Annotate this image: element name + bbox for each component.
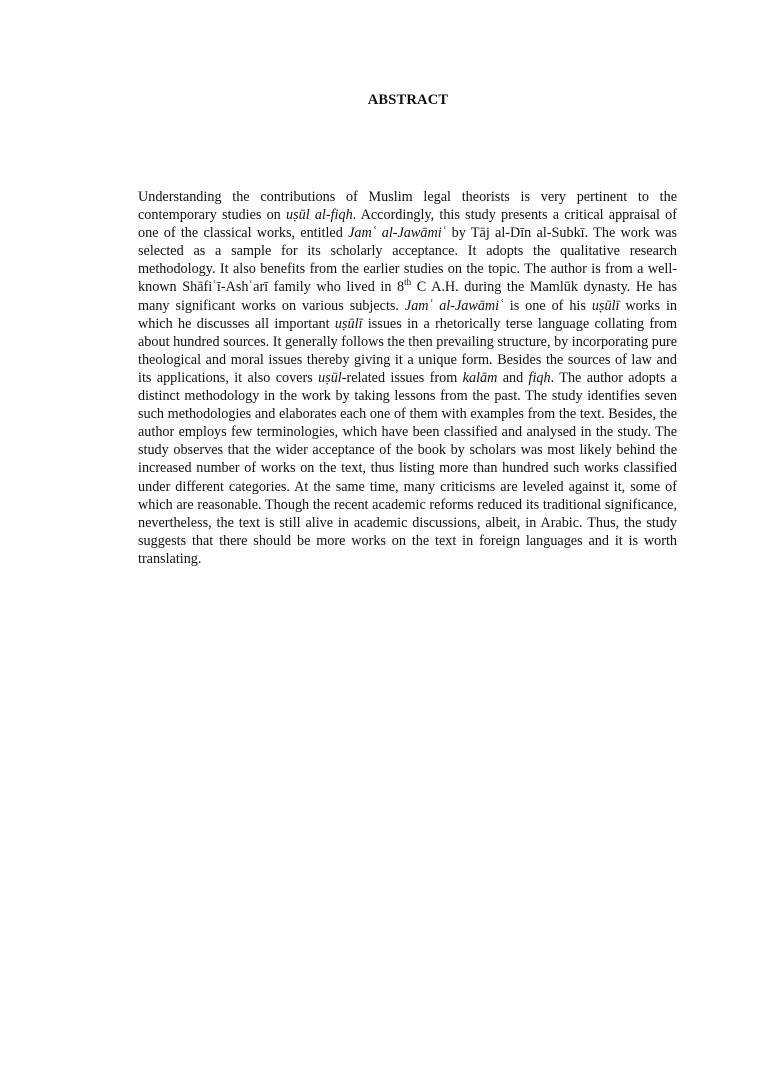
abstract-text-run: -related issues from [341, 369, 463, 386]
abstract-text-run: by Tāj al-Dīn al-Subkī. The work was selected as a sample for its scholarly acceptance. It adopts the qualitative research methodology. It also benefits from the earlier studies on the topic. The author is from a well-known Shāfiʿī-Ashʿarī family who lived in 8 [138, 225, 678, 296]
abstract-text-run: and [497, 369, 529, 386]
italic-term: uṣūlī [334, 315, 363, 332]
abstract-text-run: is one of his [503, 297, 592, 314]
ordinal-superscript: th [404, 277, 412, 288]
italic-term: uṣūl al-fiqh [285, 207, 353, 224]
italic-term: Jamʿ al-Jawāmiʿ [404, 297, 504, 314]
italic-term: kalām [462, 369, 498, 386]
italic-term: uṣūl [318, 369, 342, 386]
abstract-text-run: Understanding the contributions of Muslim legal theorists is very pertinent to the contemporary studies on [138, 189, 677, 224]
italic-term: uṣūlī [591, 297, 620, 314]
abstract-text-run: . The author adopts a distinct methodology in the work by taking lessons from the past. The study identifies seven such methodologies and elaborates each one of them with examples from the text. Besides, the author employs few terminologies, which have been classified and analysed in the study. The study observes that the wider acceptance of the book by scholars was most likely behind the increased number of works on the text, thus listing more than hundred such works classified under different categories. At the same time, many criticisms are leveled against it, some of which are reasonable. Though the recent academic reforms reduced its traditional significance, nevertheless, the text is still alive in academic discussions, albeit, in Arabic. Thus, the study suggests that there should be more works on the text in foreign languages and it is worth translating. [138, 369, 678, 567]
abstract-text-run: C A.H. during the Mamlūk dynasty. He has many significant works on various subjects. [138, 279, 677, 314]
abstract-text-run: . Accordingly, this study presents a critical appraisal of one of the classical works, entitled [138, 207, 677, 242]
abstract-heading: ABSTRACT [367, 92, 449, 108]
italic-term: Jamʿ al-Jawāmiʿ [348, 225, 447, 242]
italic-term: fiqh [528, 369, 551, 386]
abstract-paragraph [138, 188, 677, 568]
abstract-text-run: issues in a rhetorically terse language collating from about hundred sources. It generally follows the then prevailing structure, by incorporating pure theological and moral issues thereby giving it a unique form. Besides the sources of law and its applications, it also covers [138, 315, 678, 386]
abstract-text-run: works in which he discusses all important [138, 297, 678, 332]
